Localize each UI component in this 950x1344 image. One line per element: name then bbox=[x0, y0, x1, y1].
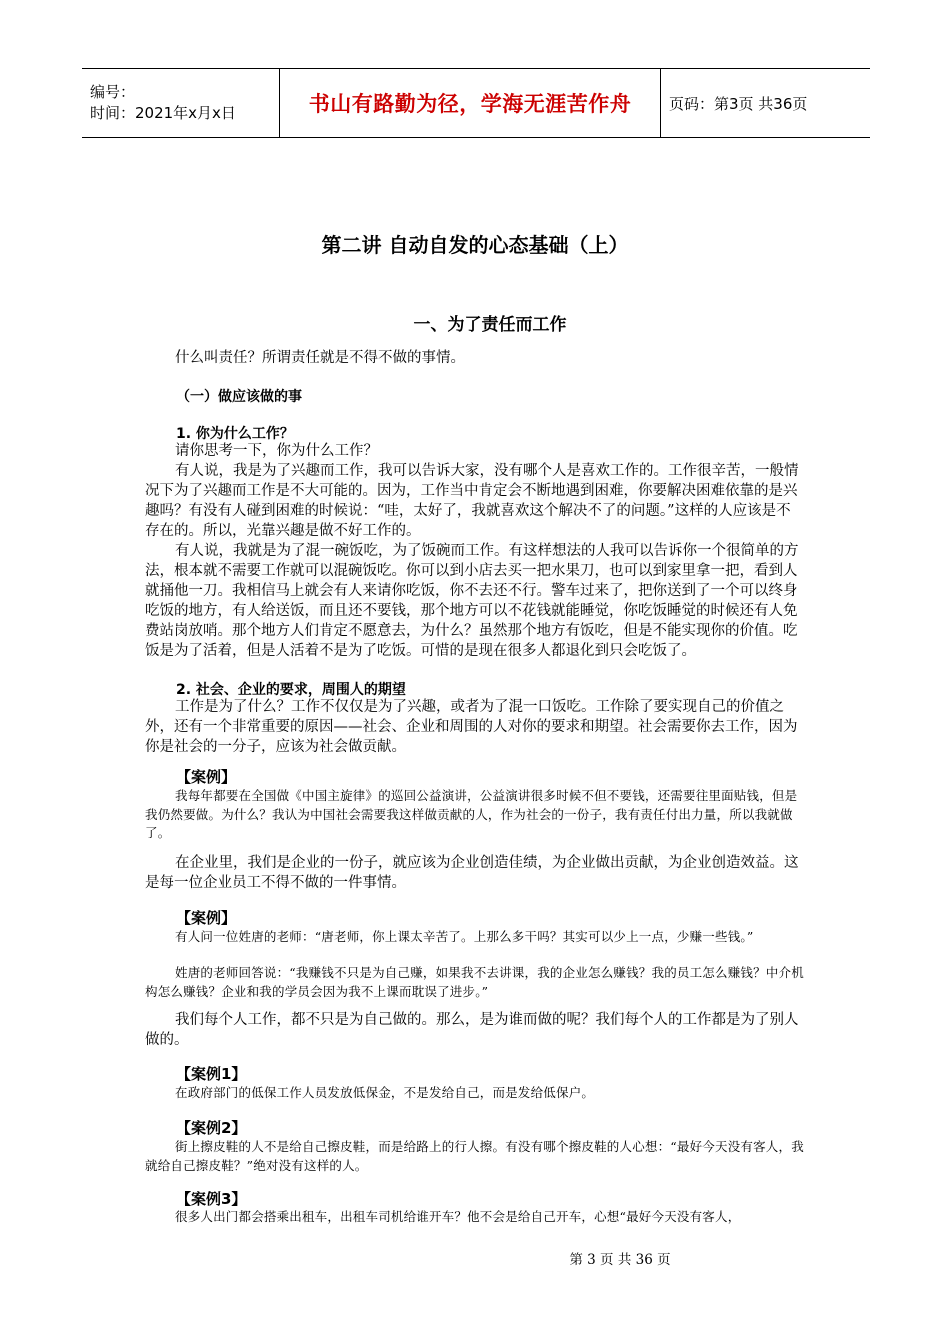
header-motto: 书山有路勤为径，学海无涯苦作舟 bbox=[280, 69, 661, 137]
header-meta bbox=[82, 69, 280, 137]
paragraph: 工作是为了什么？工作不仅仅是为了兴趣，或者为了混一口饭吃。工作除了要实现自己的价值之外，还有一个非常重要的原因——社会、企业和周围的人对你的要求和期望。社会需要你去工作，因为你是社会的一分子，应该为社会做贡献。 bbox=[145, 699, 798, 755]
case-label: 【案例】 bbox=[176, 768, 237, 786]
paragraph: 有人说，我就是为了混一碗饭吃，为了饭碗而工作。有这样想法的人我可以告诉你一个很简单的方法，根本就不需要工作就可以混碗饭吃。你可以到小店去买一把水果刀，也可以到家里拿一把，看到人就捅他一刀。我相信马上就会有人来请你吃饭，你不去还不行。警车过来了，把你送到了一个可以终身吃饭的地方，有人给送饭，而且还不要钱，那个地方可以不花钱就能睡觉，你吃饭睡觉的时候还有人免费站岗放哨。那个地方人们肯定不愿意去，为什么？虽然那个地方有饭吃，但是不能实现你的价值。吃饭是为了活着，但是人活着不是为了吃饭。可惜的是现在很多人都退化到只会吃饭了。 bbox=[145, 543, 799, 659]
paragraph: 在企业里，我们是企业的一份子，就应该为企业创造佳绩，为企业做出贡献，为企业创造效益。这是每一位企业员工不得不做的一件事情。 bbox=[145, 855, 799, 891]
case-text: 在政府部门的低保工作人员发放低保金，不是发给自己，而是发给低保户。 bbox=[175, 1085, 595, 1100]
case-text: 姓唐的老师回答说：“我赚钱不只是为自己赚，如果我不去讲课，我的企业怎么赚钱？我的员工怎么赚钱？中介机构怎么赚钱？企业和我的学员会因为我不上课而耽误了进步。” bbox=[145, 965, 804, 999]
section-heading: 一、为了责任而工作 bbox=[413, 315, 567, 335]
document-number: 编号： bbox=[90, 83, 136, 101]
question-heading-2: 2. 社会、企业的要求，周围人的期望 bbox=[176, 682, 406, 698]
intro-paragraph: 什么叫责任？所谓责任就是不得不做的事情。 bbox=[175, 350, 465, 366]
case-label-1: 【案例1】 bbox=[176, 1065, 247, 1083]
document-date: 时间：2021年x月x日 bbox=[90, 104, 236, 122]
question-heading-1: 1. 你为什么工作？ bbox=[176, 426, 294, 442]
page-header bbox=[82, 68, 870, 138]
case-label-2: 【案例2】 bbox=[176, 1119, 247, 1137]
case-label: 【案例】 bbox=[176, 909, 237, 927]
case-text: 有人问一位姓唐的老师：“唐老师，你上课太辛苦了。上那么多干吗？其实可以少上一点，少赚一些钱。” bbox=[175, 929, 754, 944]
case-text: 我每年都要在全国做《中国主旋律》的巡回公益演讲，公益演讲很多时候不但不要钱，还需要往里面贴钱，但是我仍然要做。为什么？我认为中国社会需要我这样做贡献的人，作为社会的一份子，我有责任付出力量，所以我就做了。 bbox=[145, 788, 798, 840]
case-label-3: 【案例3】 bbox=[176, 1190, 247, 1208]
header-page-info: 页码：第3页 共36页 bbox=[669, 94, 808, 113]
paragraph: 我们每个人工作，都不只是为自己做的。那么，是为谁而做的呢？我们每个人的工作都是为了别人做的。 bbox=[145, 1012, 799, 1048]
paragraph: 有人说，我是为了兴趣而工作，我可以告诉大家，没有哪个人是喜欢工作的。工作很辛苦，一般情况下为了兴趣而工作是不大可能的。因为，工作当中肯定会不断地遇到困难，你要解决困难依靠的是兴趣吗？有没有人碰到困难的时候说：“哇，太好了，我就喜欢这个解决不了的问题。”这样的人应该是不存在的。所以，光靠兴趣是做不好工作的。 bbox=[145, 463, 799, 539]
case-text: 很多人出门都会搭乘出租车，出租车司机给谁开车？他不会是给自己开车，心想“最好今天没有客人， bbox=[175, 1209, 741, 1224]
subsection-heading: （一）做应该做的事 bbox=[176, 389, 302, 405]
page-footer: 第 3 页 共 36 页 bbox=[569, 1252, 671, 1268]
case-text: 街上擦皮鞋的人不是给自己擦皮鞋，而是给路上的行人擦。有没有哪个擦皮鞋的人心想：“最好今天没有客人，我就给自己擦皮鞋？”绝对没有这样的人。 bbox=[145, 1139, 804, 1173]
paragraph: 请你思考一下，你为什么工作？ bbox=[175, 443, 378, 459]
lecture-title: 第二讲 自动自发的心态基础（上） bbox=[321, 233, 629, 257]
